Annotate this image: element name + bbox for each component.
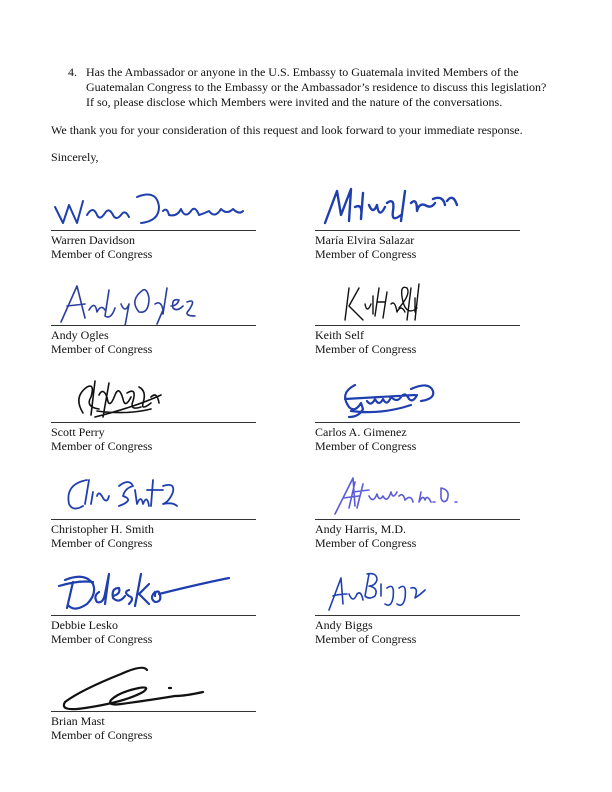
signature-andy-harris [315,474,520,520]
sincerely-closing: Sincerely, [51,150,99,164]
signature-block-scott-perry [51,377,256,487]
signatory-title: Member of Congress [51,247,153,261]
question-number: 4. [68,65,77,79]
signature-block-debbie-lesko [51,570,256,680]
signature-maria-elvira-salazar [315,185,520,231]
signature-andy-ogles [51,280,256,326]
signature-block-brian-mast [51,666,256,776]
signatory-name: Andy Harris, M.D. [315,522,406,536]
signature-block-andy-harris [315,474,520,584]
signature-block-andy-biggs [315,570,520,680]
signature-block-carlos-gimenez [315,377,520,487]
signature-block-maria-elvira-salazar [315,185,520,295]
thanks-paragraph: We thank you for your consideration of this request and look forward to your immediate response. [51,123,523,137]
signatory-name: Brian Mast [51,714,105,728]
signatory-title: Member of Congress [315,342,417,356]
signatory-name: Debbie Lesko [51,618,118,632]
signatory-name: Warren Davidson [51,233,136,247]
signatory-name: Andy Biggs [315,618,373,632]
signature-brian-mast [51,666,256,712]
signatory-title: Member of Congress [51,632,153,646]
signatory-title: Member of Congress [51,728,153,742]
signatory-title: Member of Congress [315,536,417,550]
signatory-title: Member of Congress [51,536,153,550]
signature-carlos-gimenez [315,377,520,423]
signature-block-keith-self [315,280,520,390]
signatory-name: Scott Perry [51,425,105,439]
signatory-title: Member of Congress [51,342,153,356]
signatory-name: Carlos A. Gimenez [315,425,407,439]
signature-warren-davidson [51,185,256,231]
signature-block-andy-ogles [51,280,256,390]
signatory-title: Member of Congress [51,439,153,453]
signature-christopher-smith [51,474,256,520]
signatory-name: Christopher H. Smith [51,522,155,536]
signatory-name: María Elvira Salazar [315,233,415,247]
question-text: Has the Ambassador or anyone in the U.S. Embassy to Guatemala invited Members of the Guatemalan Congress to the Embassy or the Ambassador’s residence to discuss this legislation? If so, please disclose which Members were invited and the nature of the conversations. [86,65,547,109]
signatory-title: Member of Congress [315,632,417,646]
signature-block-christopher-smith [51,474,256,584]
signature-debbie-lesko [51,570,256,616]
signatory-title: Member of Congress [315,439,417,453]
signature-andy-biggs [315,570,520,616]
signatory-name: Andy Ogles [51,328,109,342]
signature-block-warren-davidson [51,185,256,295]
signatory-title: Member of Congress [315,247,417,261]
signature-scott-perry [51,377,256,423]
signatory-name: Keith Self [315,328,364,342]
signature-keith-self [315,280,520,326]
